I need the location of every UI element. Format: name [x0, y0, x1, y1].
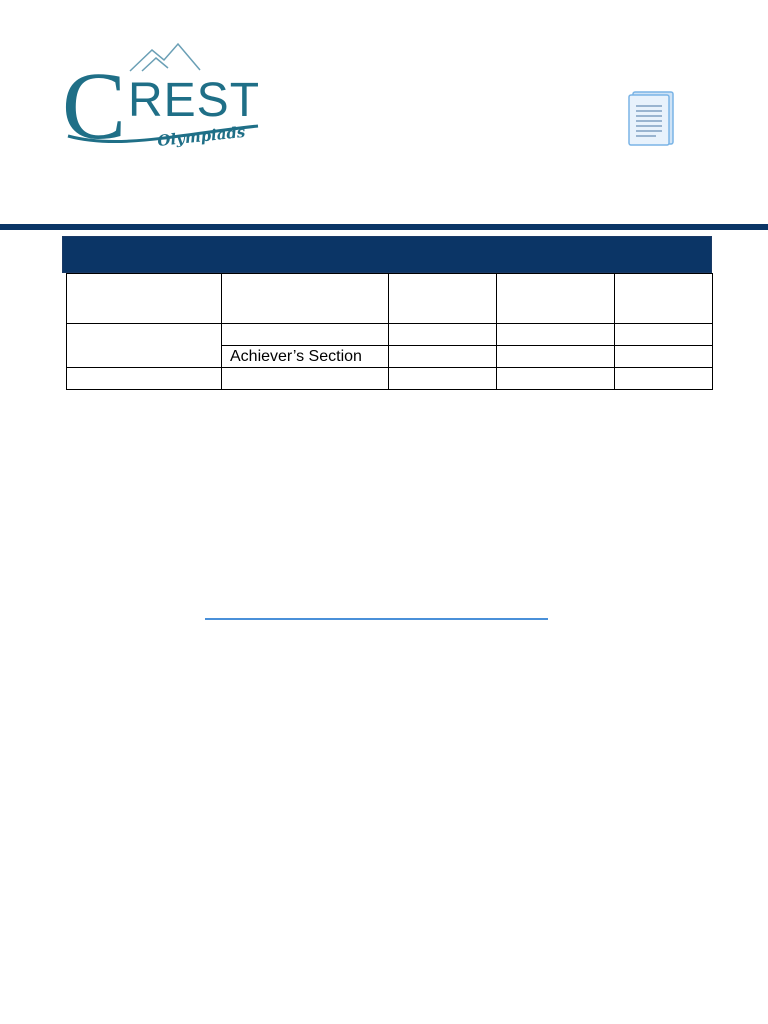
table-cell — [389, 368, 497, 390]
table-cell — [615, 324, 713, 346]
table-cell — [389, 274, 497, 324]
document-icon[interactable] — [626, 90, 676, 146]
table-cell — [222, 368, 389, 390]
link-underline[interactable] — [205, 618, 548, 620]
table-cell — [497, 324, 615, 346]
table-cell — [222, 274, 389, 324]
table-cell — [497, 274, 615, 324]
table-cell — [615, 346, 713, 368]
table-row — [67, 274, 713, 324]
section-name-cell: Achiever’s Section — [222, 346, 389, 368]
table-cell — [389, 324, 497, 346]
table-cell — [67, 274, 222, 324]
table-cell — [67, 368, 222, 390]
table-cell — [67, 324, 222, 368]
mountain-icon — [130, 44, 200, 71]
table-cell — [615, 368, 713, 390]
header-divider — [0, 224, 768, 230]
logo-initial: C — [62, 52, 127, 153]
table-cell — [497, 346, 615, 368]
table-row — [67, 324, 713, 346]
crest-olympiads-logo — [60, 38, 265, 153]
table-header-bar — [62, 236, 712, 273]
logo-wordmark: REST — [128, 74, 261, 127]
table-cell — [222, 324, 389, 346]
logo-tagline: Olympiads — [156, 122, 247, 150]
table-cell — [389, 346, 497, 368]
exam-pattern-table — [62, 236, 712, 390]
table-grid — [66, 273, 713, 390]
table-cell — [615, 274, 713, 324]
table-cell — [497, 368, 615, 390]
table-row — [67, 368, 713, 390]
